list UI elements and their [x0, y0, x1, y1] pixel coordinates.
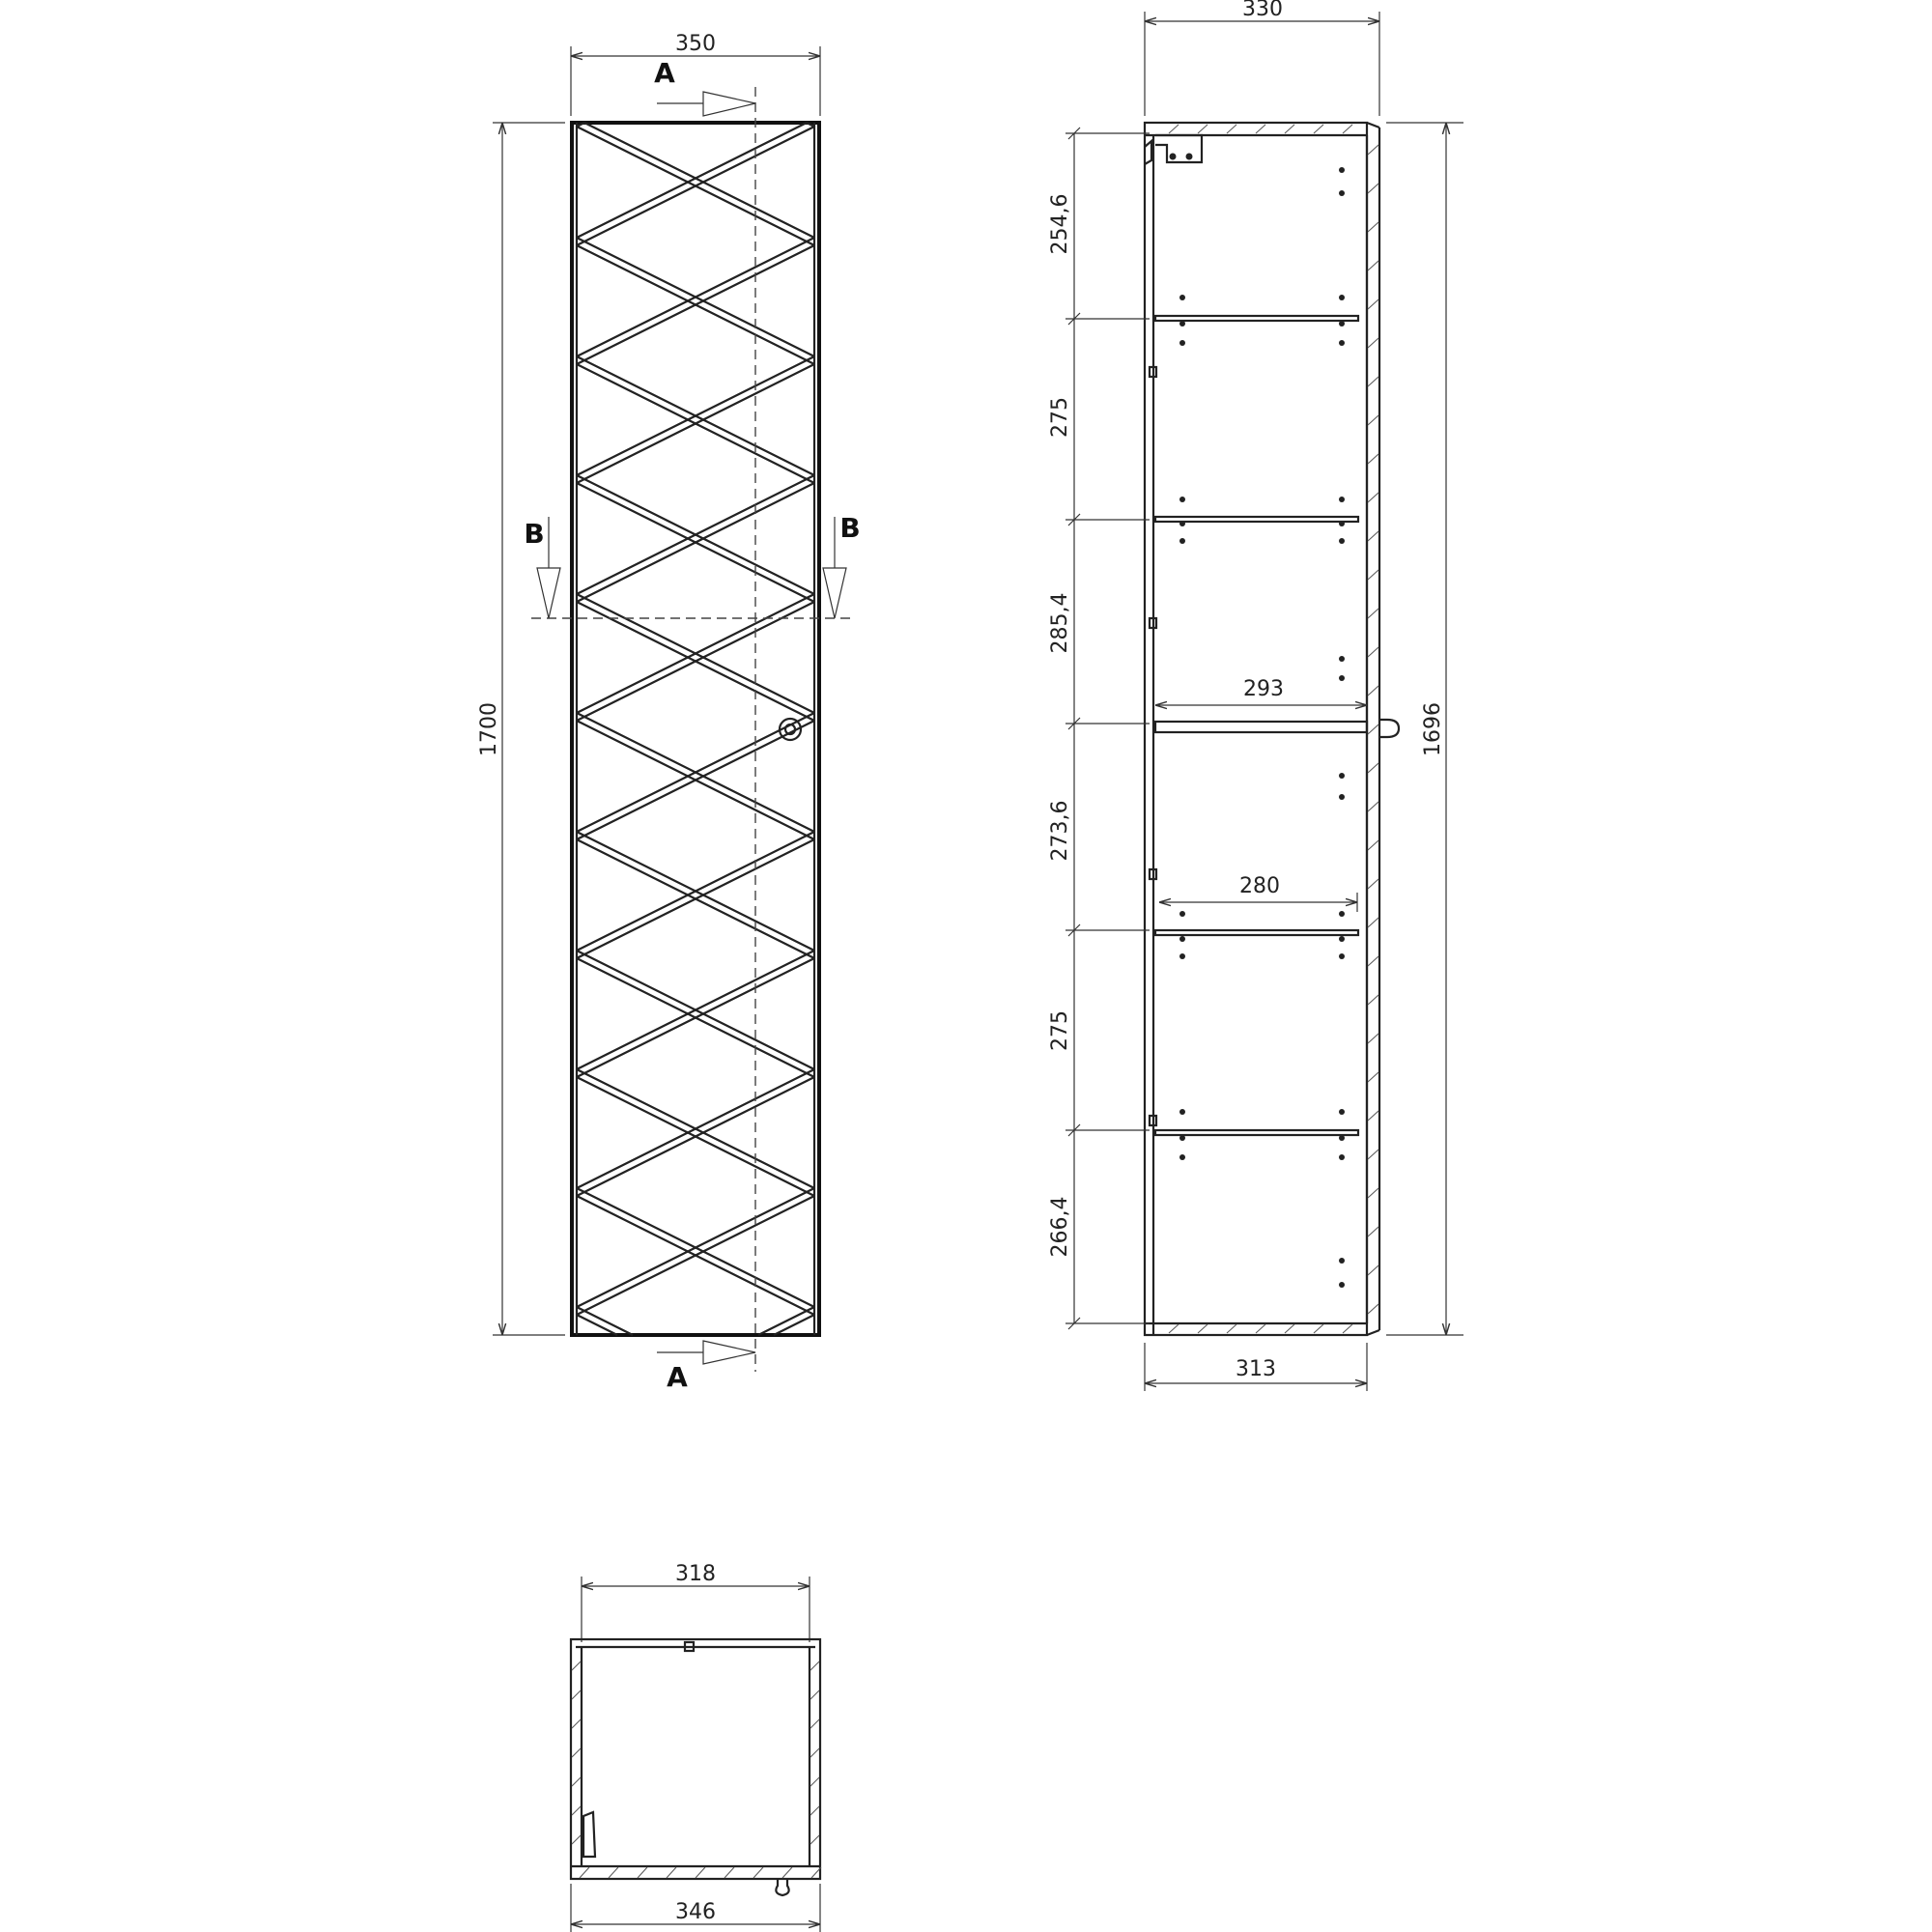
section-a-label-top: A [654, 57, 675, 89]
hatch-line [1368, 1304, 1378, 1314]
hatch-line [1368, 1111, 1378, 1121]
pin-hole [1339, 190, 1345, 196]
adjustable-shelf [1155, 316, 1358, 321]
hinge-screw [1186, 154, 1193, 160]
front-height-label: 1700 [477, 702, 501, 756]
pin-hole [1179, 936, 1185, 942]
pin-hole [1339, 656, 1345, 662]
spacing-label-3: 285,4 [1048, 592, 1072, 654]
hatch-line [572, 1806, 581, 1815]
pin-hole [1339, 936, 1345, 942]
hatch-line [1368, 995, 1378, 1005]
hatch-line [1343, 1324, 1352, 1333]
hatch-line [810, 1662, 819, 1670]
pin-hole [1339, 794, 1345, 800]
pin-hole [1339, 675, 1345, 681]
pin-hole [1179, 521, 1185, 526]
hatch-line [572, 1748, 581, 1757]
plan-outline [571, 1639, 820, 1879]
pin-hole [1179, 538, 1185, 544]
hatch-line [1368, 222, 1378, 232]
hatch-line [1368, 570, 1378, 580]
adjustable-shelf [1155, 517, 1358, 522]
pin-hole [1339, 1135, 1345, 1141]
hatch-line [1368, 609, 1378, 618]
hatch-line [1368, 531, 1378, 541]
pin-hole [1339, 911, 1345, 917]
hatch-line [753, 1867, 763, 1878]
spacing-label-1: 254,6 [1048, 193, 1072, 255]
hatch-line [1368, 879, 1378, 889]
hatch-line [1368, 647, 1378, 657]
pin-hole [1179, 497, 1185, 502]
hinge-screw [1170, 154, 1177, 160]
hatch-line [810, 1835, 819, 1844]
hatch-line [1227, 1324, 1236, 1333]
lattice-bar [577, 123, 807, 238]
side-carcass-outline [1145, 123, 1367, 1335]
hatch-line [1368, 1227, 1378, 1236]
pin-hole [1339, 1282, 1345, 1288]
hatch-line [1256, 125, 1265, 133]
hatch-line [1368, 724, 1378, 734]
lattice-bar [758, 1307, 814, 1335]
pin-hole [1179, 1109, 1185, 1115]
side-width-label: 330 [1242, 0, 1283, 21]
pin-hole [1179, 321, 1185, 327]
pin-hole [1339, 340, 1345, 346]
hatch-line [580, 1867, 589, 1878]
side-hatching [1169, 125, 1378, 1333]
spacing-label-2: 275 [1048, 397, 1072, 438]
adjustable-shelf [1155, 1130, 1358, 1135]
section-a-arrow-top [703, 92, 755, 116]
plan-knob [776, 1879, 788, 1895]
hatch-line [1368, 1188, 1378, 1198]
hatch-line [1368, 1265, 1378, 1275]
fixed-shelf [1155, 722, 1367, 732]
hatch-line [1198, 125, 1208, 133]
hatch-line [1314, 125, 1323, 133]
section-b-arrow-right [823, 568, 846, 618]
pin-hole [1179, 911, 1185, 917]
hatch-line [572, 1662, 581, 1670]
hatch-line [1368, 145, 1378, 155]
pin-hole [1339, 295, 1345, 300]
spacing-ticks [1065, 128, 1150, 1329]
hatch-line [638, 1867, 647, 1878]
side-back-bottom [1367, 1330, 1379, 1335]
hatch-line [1368, 686, 1378, 696]
pin-hole [1179, 1135, 1185, 1141]
hatch-line [1314, 1324, 1323, 1333]
hatch-line [1285, 125, 1294, 133]
hatch-line [1343, 125, 1352, 133]
hatch-line [696, 1867, 705, 1878]
spacing-label-4: 273,6 [1048, 800, 1072, 862]
plan-hatching [572, 1662, 821, 1878]
pin-hole [1339, 167, 1345, 173]
section-b-label-right: B [839, 512, 861, 544]
hatch-line [609, 1867, 618, 1878]
pin-hole [1339, 773, 1345, 779]
hatch-line [1198, 1324, 1208, 1333]
hatch-line [1368, 184, 1378, 193]
pin-hole [1339, 521, 1345, 526]
hatch-line [572, 1719, 581, 1728]
section-b-label-left: B [524, 518, 545, 550]
hatch-line [1368, 956, 1378, 966]
pin-hole [1339, 497, 1345, 502]
hatch-line [1368, 415, 1378, 425]
pin-hole [1339, 538, 1345, 544]
hatch-line [667, 1867, 676, 1878]
hatch-line [810, 1806, 819, 1815]
section-a-label-bottom: A [667, 1361, 688, 1393]
hatch-line [810, 1777, 819, 1786]
pin-hole [1179, 295, 1185, 300]
shelf-width-label: 293 [1243, 677, 1284, 701]
side-section [1048, 0, 1463, 1391]
hatch-line [1368, 1150, 1378, 1159]
hatch-line [1368, 918, 1378, 927]
pin-hole [1339, 1109, 1345, 1115]
pin-hole [1179, 953, 1185, 959]
pin-hole [1339, 321, 1345, 327]
hatch-line [1368, 299, 1378, 309]
hatch-line [810, 1748, 819, 1757]
pin-hole [1339, 953, 1345, 959]
hatch-line [572, 1690, 581, 1699]
hatch-line [724, 1867, 734, 1878]
side-knob [1379, 720, 1399, 737]
hatch-line [1368, 493, 1378, 502]
hatch-line [1368, 802, 1378, 811]
adjustable-shelf [1155, 930, 1358, 935]
hatch-line [1227, 125, 1236, 133]
plan-inner-width-label: 318 [675, 1562, 716, 1586]
plan-hinge [583, 1812, 595, 1857]
pin-hole [1179, 1154, 1185, 1160]
hatch-line [1368, 261, 1378, 270]
hatch-line [572, 1835, 581, 1844]
spacing-label-6: 266,4 [1048, 1196, 1072, 1258]
lattice-bar [577, 1307, 633, 1335]
side-height-label: 1696 [1421, 702, 1445, 756]
top-hinge [1155, 135, 1202, 162]
hatch-line [1368, 454, 1378, 464]
lattice-bar [584, 123, 814, 238]
pin-hole [1339, 1154, 1345, 1160]
section-b-arrow-left [537, 568, 560, 618]
hatch-line [1368, 840, 1378, 850]
hatch-line [1368, 377, 1378, 386]
hatch-line [1169, 1324, 1179, 1333]
pin-hole [1339, 1258, 1345, 1264]
plan-outer-width-label: 346 [675, 1900, 716, 1924]
hatch-line [782, 1867, 792, 1878]
hatch-line [810, 1690, 819, 1699]
front-width-label: 350 [675, 32, 716, 56]
inner-shelf-label: 280 [1239, 874, 1280, 898]
hatch-line [1368, 763, 1378, 773]
hatch-line [1169, 125, 1179, 133]
front-view [477, 32, 861, 1393]
pin-hole [1179, 340, 1185, 346]
hatch-line [1368, 1072, 1378, 1082]
side-depth-label: 313 [1236, 1357, 1276, 1381]
side-back-top [1367, 123, 1379, 128]
side-shelves [1155, 167, 1358, 1288]
hatch-line [1256, 1324, 1265, 1333]
hatch-line [1368, 1034, 1378, 1043]
hatch-line [1368, 338, 1378, 348]
hatch-line [810, 1719, 819, 1728]
hatch-line [572, 1777, 581, 1786]
hatch-line [1285, 1324, 1294, 1333]
spacing-label-5: 275 [1048, 1010, 1072, 1051]
plan-section [571, 1562, 821, 1932]
section-a-arrow-bottom [703, 1341, 755, 1364]
